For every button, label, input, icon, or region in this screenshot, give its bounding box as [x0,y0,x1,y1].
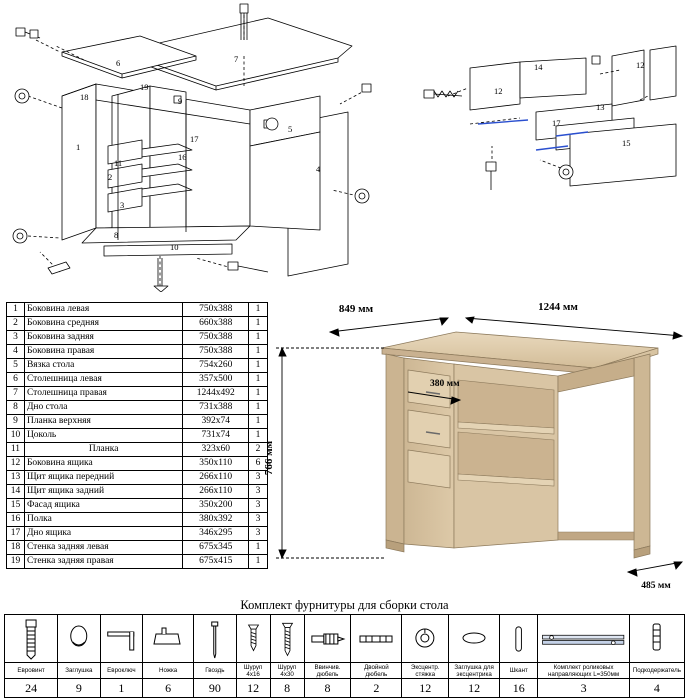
table-row [7,499,268,513]
part-name: Боковина средняя [24,317,183,331]
part-qty: 1 [248,359,267,373]
table-row [7,555,268,569]
hardware-table [4,614,685,698]
part-number: 8 [7,401,25,415]
eccentric-tie-icon [402,615,449,663]
table-row [7,331,268,345]
callout-14: 14 [534,62,543,72]
table-row [7,457,268,471]
part-size: 1244x492 [183,387,249,401]
part-size: 675x415 [183,555,249,569]
hardware-label: Евроключ [100,663,143,679]
table-row [7,317,268,331]
part-qty: 1 [248,317,267,331]
callout-11: 11 [114,158,123,168]
part-number: 6 [7,373,25,387]
part-number: 4 [7,345,25,359]
hardware-count: 12 [449,679,500,698]
part-qty: 3 [248,527,267,541]
part-name: Боковина ящика [24,457,183,471]
part-name: Цоколь [24,429,183,443]
part-number: 18 [7,541,25,555]
callout-10: 10 [170,242,179,252]
table-row [7,443,268,457]
callout-3: 3 [120,200,125,210]
callout-1: 1 [76,142,81,152]
dim-width: 1244 мм [538,301,578,313]
screw-4x16-icon [236,615,270,663]
part-qty: 1 [248,373,267,387]
screw-4x30-icon [270,615,304,663]
hardware-count: 16 [500,679,538,698]
hardware-count: 90 [194,679,237,698]
part-name: Щит ящика задний [24,485,183,499]
part-name: Вязка стола [24,359,183,373]
callout-16: 16 [178,152,187,162]
callout-4: 4 [316,164,321,174]
dowel-icon [500,615,538,663]
hardware-label: Шуруп 4х30 [270,663,304,679]
part-qty: 1 [248,387,267,401]
part-size: 266x110 [183,471,249,485]
part-size: 675x345 [183,541,249,555]
part-number: 12 [7,457,25,471]
part-size: 350x200 [183,499,249,513]
table-row [7,401,268,415]
callout-7: 7 [234,54,239,64]
part-number: 10 [7,429,25,443]
part-size: 750x388 [183,303,249,317]
parts-table [6,302,268,569]
part-qty: 1 [248,401,267,415]
part-name: Полка [24,513,183,527]
part-size: 731x74 [183,429,249,443]
callout-18: 18 [80,92,89,102]
hardware-count: 6 [143,679,194,698]
part-name: Планка верхняя [24,415,183,429]
callout-19: 19 [140,82,149,92]
callout-12b: 12 [636,60,645,70]
part-size: 750x388 [183,345,249,359]
part-name: Столешница левая [24,373,183,387]
part-number: 1 [7,303,25,317]
callout-6: 6 [116,58,121,68]
table-row [7,345,268,359]
part-name: Боковина задняя [24,331,183,345]
hardware-count: 2 [351,679,402,698]
leg-icon [143,615,194,663]
dim-height: 766 мм [263,440,275,476]
callout-12a: 12 [494,86,503,96]
part-number: 13 [7,471,25,485]
part-size: 660x388 [183,317,249,331]
hardware-label: Комплект роликовых направляющих L=350мм [538,663,629,679]
part-qty: 1 [248,429,267,443]
hardware-count: 1 [100,679,143,698]
euro-key-icon [100,615,143,663]
hardware-label: Гвоздь [194,663,237,679]
hardware-count: 12 [402,679,449,698]
hardware-count: 9 [58,679,101,698]
part-size: 754x260 [183,359,249,373]
part-qty: 3 [248,471,267,485]
callout-17: 17 [190,134,199,144]
hardware-label: Ножка [143,663,194,679]
part-number: 7 [7,387,25,401]
hardware-label: Эксцентр. стяжка [402,663,449,679]
hardware-count: 4 [629,679,684,698]
cap-icon [58,615,101,663]
part-number: 3 [7,331,25,345]
part-qty: 3 [248,485,267,499]
euro-screw-icon [5,615,58,663]
part-size: 350x110 [183,457,249,471]
part-number: 11 [7,443,25,457]
assembled-view [258,296,689,596]
part-name: Планка [24,443,183,457]
table-row [7,373,268,387]
hardware-count: 8 [304,679,351,698]
table-row [7,471,268,485]
exploded-diagrams [0,0,689,290]
part-number: 19 [7,555,25,569]
table-row [7,513,268,527]
part-name: Боковина левая [24,303,183,317]
part-size: 392x74 [183,415,249,429]
part-name: Стенка задняя левая [24,541,183,555]
part-number: 16 [7,513,25,527]
table-row [7,485,268,499]
part-size: 266x110 [183,485,249,499]
screw-in-dowel-icon [304,615,351,663]
eccentric-cap-icon [449,615,500,663]
part-name: Фасад ящика [24,499,183,513]
part-size: 323x60 [183,443,249,457]
hardware-label: Ввинчив. дюбель [304,663,351,679]
table-row [7,541,268,555]
hardware-label: Заглушка для эксцентрика [449,663,500,679]
dim-inner: 380 мм [430,379,460,389]
callout-9: 9 [178,96,183,106]
table-row [7,429,268,443]
nail-icon [194,615,237,663]
part-qty: 1 [248,541,267,555]
callout-8: 8 [114,230,119,240]
part-number: 5 [7,359,25,373]
part-name: Стенка задняя правая [24,555,183,569]
part-qty: 2 [248,443,267,457]
hardware-count: 12 [236,679,270,698]
part-qty: 1 [248,415,267,429]
part-name: Дно ящика [24,527,183,541]
table-row [7,359,268,373]
hardware-label: Шуруп 4х16 [236,663,270,679]
part-number: 17 [7,527,25,541]
part-size: 346x295 [183,527,249,541]
callout-5: 5 [288,124,293,134]
part-size: 380x392 [183,513,249,527]
part-number: 2 [7,317,25,331]
table-row [7,415,268,429]
hardware-title: Комплект фурнитуры для сборки стола [240,598,449,612]
hardware-label: Евровинт [5,663,58,679]
table-row [7,303,268,317]
table-row [7,387,268,401]
part-name: Столешница правая [24,387,183,401]
callout-2: 2 [108,172,113,182]
part-qty: 3 [248,499,267,513]
part-size: 750x388 [183,331,249,345]
hardware-label: Шкант [500,663,538,679]
callout-17b: 17 [552,118,561,128]
part-qty: 1 [248,345,267,359]
roller-slides-icon [538,615,629,663]
part-name: Щит ящика передний [24,471,183,485]
hardware-count: 8 [270,679,304,698]
hardware-label: Заглушка [58,663,101,679]
dim-foot: 485 мм [641,581,671,591]
part-number: 14 [7,485,25,499]
part-qty: 1 [248,303,267,317]
callout-15: 15 [622,138,631,148]
callout-13: 13 [596,102,605,112]
cup-holder-icon [629,615,684,663]
part-name: Дно стола [24,401,183,415]
part-qty: 6 [248,457,267,471]
hardware-label: Двойной дюбель [351,663,402,679]
part-size: 731x388 [183,401,249,415]
part-name: Боковина правая [24,345,183,359]
part-size: 357x500 [183,373,249,387]
hardware-count: 3 [538,679,629,698]
table-row [7,527,268,541]
double-dowel-icon [351,615,402,663]
dim-depth: 849 мм [338,303,374,315]
part-number: 15 [7,499,25,513]
part-qty: 1 [248,555,267,569]
part-qty: 1 [248,331,267,345]
part-number: 9 [7,415,25,429]
hardware-label: Подкодержатель [629,663,684,679]
hardware-count: 24 [5,679,58,698]
part-qty: 3 [248,513,267,527]
